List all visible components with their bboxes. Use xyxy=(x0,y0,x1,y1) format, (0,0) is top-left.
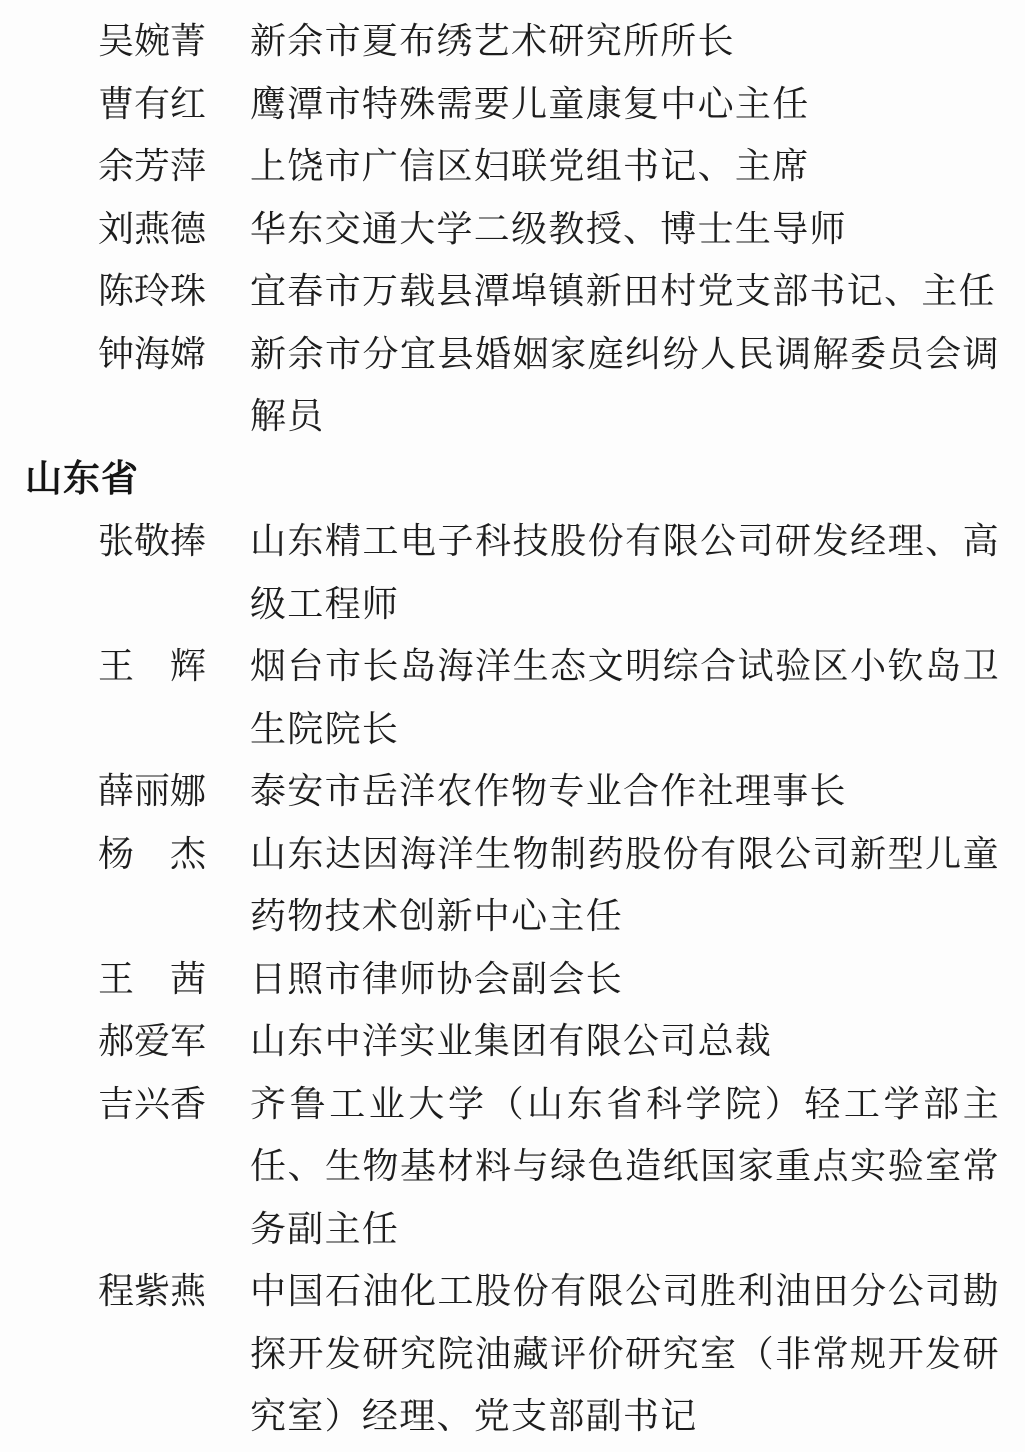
list-item xyxy=(98,323,1002,448)
person-title: 泰安市岳洋农作物专业合作社理事长 xyxy=(250,771,847,811)
list-item xyxy=(98,10,1002,73)
person-title: 齐鲁工业大学（山东省科学院）轻工学部主任、生物基材料与绿色造纸国家重点实验室常务副主任 xyxy=(250,1083,1000,1249)
list-item xyxy=(98,635,1002,760)
person-name: 薛丽娜 xyxy=(98,771,207,811)
list-item xyxy=(98,135,1002,198)
person-name: 钟海嫦 xyxy=(98,333,207,374)
person-name: 曹有红 xyxy=(98,83,207,124)
list-item xyxy=(98,760,1002,823)
province-section-shandong xyxy=(25,448,1002,1448)
person-title: 华东交通大学二级教授、博士生导师 xyxy=(250,208,847,249)
person-title: 上饶市广信区妇联党组书记、主席 xyxy=(250,146,810,186)
person-name: 程紫燕 xyxy=(98,1271,207,1311)
person-title: 宜春市万载县潭埠镇新田村党支部书记、主任 xyxy=(250,271,997,311)
person-name: 陈玲珠 xyxy=(98,271,207,311)
person-title: 山东达因海洋生物制药股份有限公司新型儿童药物技术创新中心主任 xyxy=(250,833,1000,936)
person-title: 新余市夏布绣艺术研究所所长 xyxy=(250,21,735,61)
person-name: 张敬捧 xyxy=(98,521,207,561)
list-item xyxy=(98,260,1002,323)
list-item xyxy=(98,948,1002,1011)
person-name: 余芳萍 xyxy=(98,146,207,186)
person-title: 山东中洋实业集团有限公司总裁 xyxy=(250,1021,773,1061)
person-name: 吉兴香 xyxy=(98,1083,207,1124)
person-title: 山东精工电子科技股份有限公司研发经理、高级工程师 xyxy=(250,521,1000,624)
list-item xyxy=(98,510,1002,635)
list-item xyxy=(98,73,1002,136)
person-title: 鹰潭市特殊需要儿童康复中心主任 xyxy=(250,83,810,124)
person-name: 吴婉菁 xyxy=(98,21,207,61)
list-item xyxy=(98,1073,1002,1261)
person-title: 烟台市长岛海洋生态文明综合试验区小钦岛卫生院院长 xyxy=(250,646,1000,749)
person-name: 刘燕德 xyxy=(98,208,207,249)
list-item xyxy=(98,1260,1002,1448)
person-title: 中国石油化工股份有限公司胜利油田分公司勘探开发研究院油藏评价研究室（非常规开发研究室）经理、党支部副书记 xyxy=(250,1271,1000,1436)
person-name: 郝爱军 xyxy=(98,1021,207,1061)
person-name: 杨 杰 xyxy=(98,833,207,874)
person-name: 王 茜 xyxy=(98,958,207,999)
list-item xyxy=(98,823,1002,948)
person-title: 新余市分宜县婚姻家庭纠纷人民调解委员会调解员 xyxy=(250,333,1000,436)
list-item xyxy=(98,198,1002,261)
province-section xyxy=(25,10,1002,448)
section-header-shandong: 山东省 xyxy=(25,457,139,499)
person-title: 日照市律师协会副会长 xyxy=(250,958,624,999)
list-item xyxy=(98,1010,1002,1073)
person-name: 王 辉 xyxy=(98,646,207,686)
